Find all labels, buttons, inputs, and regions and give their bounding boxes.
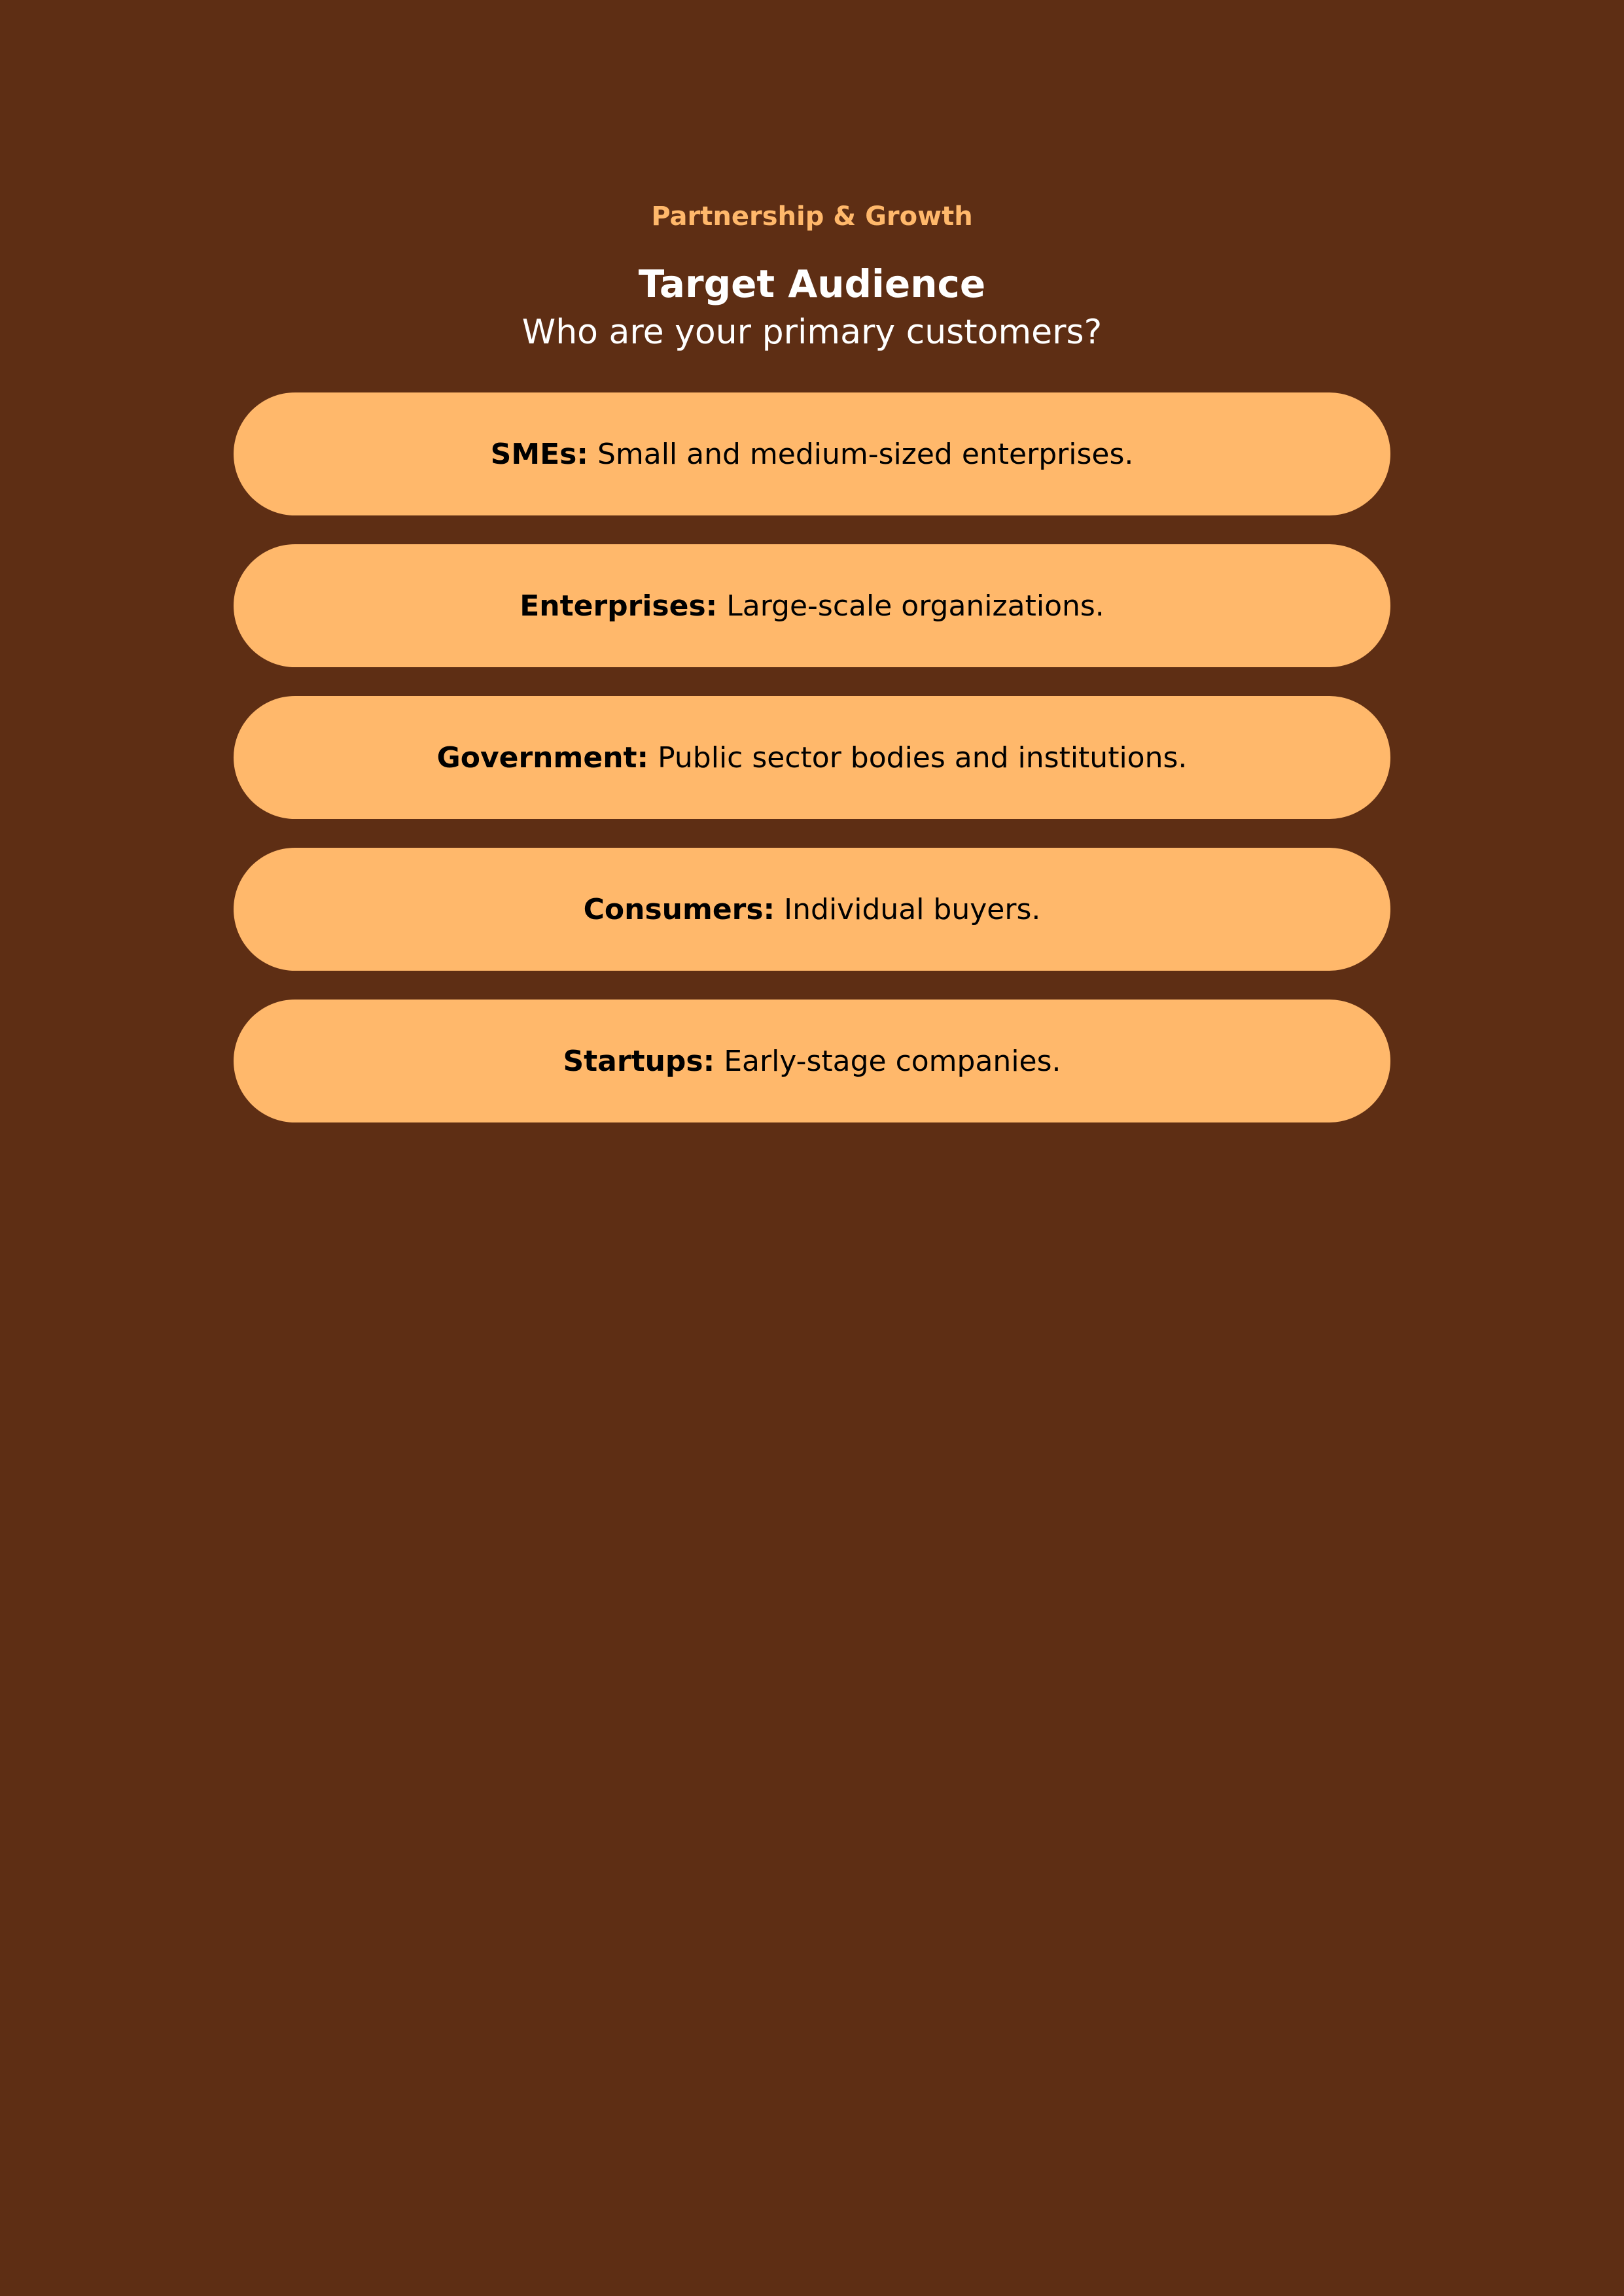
audience-item-startups bbox=[234, 1000, 1390, 1122]
audience-term: SMEs: bbox=[490, 437, 588, 471]
audience-description: Public sector bodies and institutions. bbox=[658, 740, 1188, 774]
audience-description: Early-stage companies. bbox=[724, 1044, 1061, 1078]
page-subtitle: Who are your primary customers? bbox=[521, 313, 1103, 352]
audience-description: Small and medium-sized enterprises. bbox=[597, 437, 1134, 471]
audience-term: Consumers: bbox=[583, 892, 775, 926]
audience-term: Government: bbox=[436, 740, 649, 774]
audience-term: Startups: bbox=[563, 1044, 715, 1078]
audience-description: Individual buyers. bbox=[784, 892, 1041, 926]
audience-item-government bbox=[234, 696, 1390, 819]
audience-item-enterprises bbox=[234, 544, 1390, 667]
audience-list bbox=[234, 392, 1390, 1151]
audience-item-smes bbox=[234, 392, 1390, 515]
page-title: Target Audience bbox=[638, 262, 986, 306]
audience-description: Large-scale organizations. bbox=[726, 589, 1104, 623]
audience-term: Enterprises: bbox=[520, 589, 718, 623]
section-eyebrow: Partnership & Growth bbox=[651, 201, 973, 232]
audience-item-consumers bbox=[234, 848, 1390, 971]
